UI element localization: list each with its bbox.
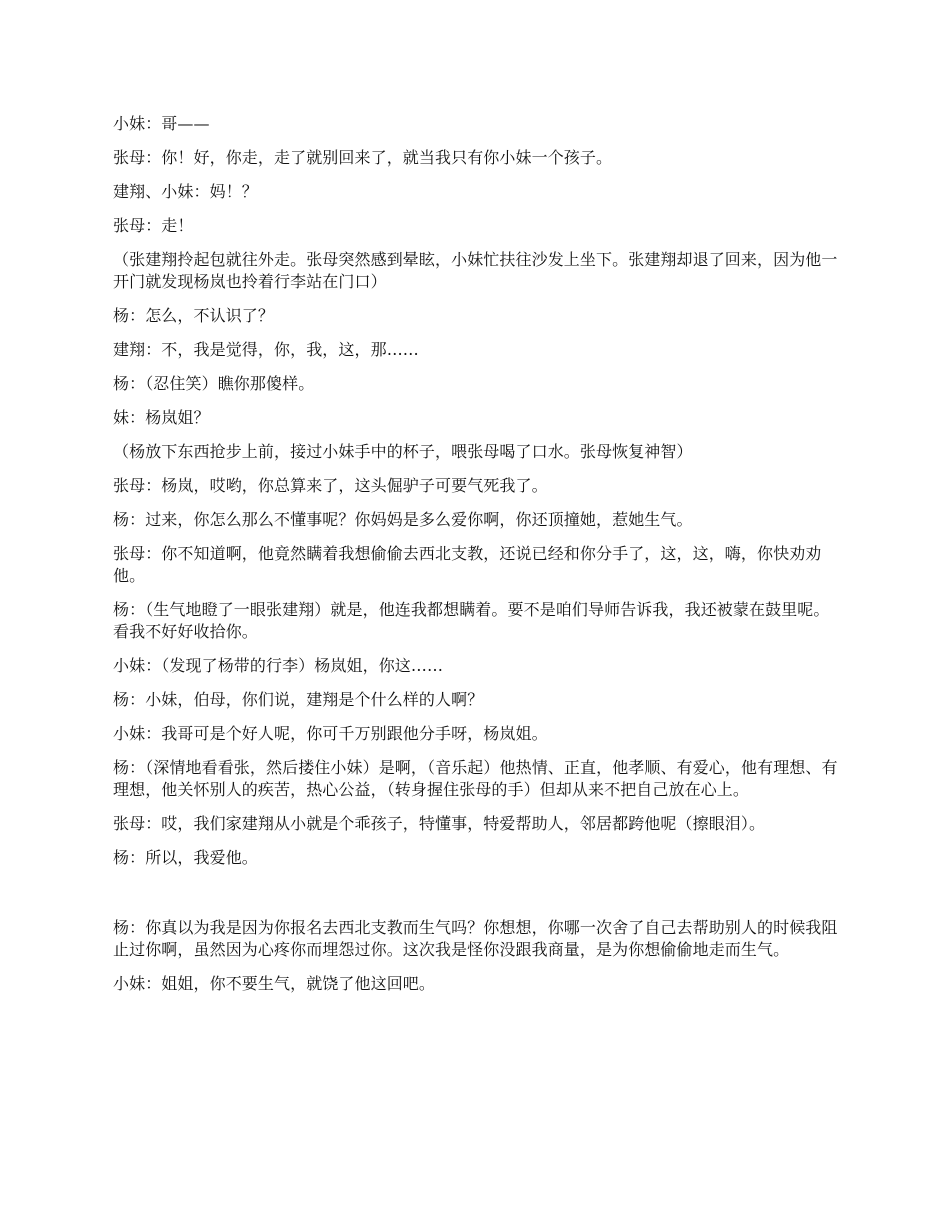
dialogue-line: 杨：怎么，不认识了？ [113, 306, 275, 325]
dialogue-line: 杨：（忍住笑）瞧你那傻样。 [113, 374, 315, 393]
dialogue-line: 妹：杨岚姐？ [113, 408, 210, 427]
dialogue-line: 小妹：姐姐，你不要生气，就饶了他这回吧。 [113, 974, 436, 993]
dialogue-line: 小妹：哥—— [113, 114, 210, 133]
script-page [113, 113, 838, 1007]
dialogue-line: 杨：所以，我爱他。 [113, 848, 258, 867]
section-gap [113, 881, 838, 917]
dialogue-line: 张母：你不知道啊，他竟然瞒着我想偷偷去西北支教，还说已经和你分手了，这，这，嗨，你快劝劝他。 [113, 544, 822, 585]
dialogue-line: 杨：过来，你怎么那么不懂事呢？你妈妈是多么爱你啊，你还顶撞她，惹她生气。 [113, 510, 693, 529]
dialogue-line: 小妹：（发现了杨带的行李）杨岚姐，你这…… [113, 656, 444, 675]
stage-direction: （张建翔拎起包就往外走。张母突然感到晕眩，小妹忙扶往沙发上坐下。张建翔却退了回来，因为他一开门就发现杨岚也拎着行李站在门口） [113, 250, 838, 291]
dialogue-line: 建翔：不，我是觉得，你，我，这，那…… [113, 340, 419, 359]
dialogue-line: 张母：走！ [113, 216, 194, 235]
stage-direction: （杨放下东西抢步上前，接过小妹手中的杯子，喂张母喝了口水。张母恢复神智） [113, 442, 693, 461]
dialogue-line: 小妹：我哥可是个好人呢，你可千万别跟他分手呀，杨岚姐。 [113, 724, 548, 743]
dialogue-line: 杨：（生气地瞪了一眼张建翔）就是，他连我都想瞒着。要不是咱们导师告诉我，我还被蒙在鼓里呢。看我不好好收拾你。 [113, 600, 830, 641]
dialogue-line: 张母：杨岚，哎哟，你总算来了，这头倔驴子可要气死我了。 [113, 476, 548, 495]
dialogue-line: 杨：（深情地看看张，然后搂住小妹）是啊，（音乐起）他热情、正直，他孝顺、有爱心，他有理想、有理想，他关怀别人的疾苦，热心公益，（转身握住张母的手）但却从来不把自己放在心上。 [113, 758, 838, 799]
dialogue-line: 杨：小妹，伯母，你们说，建翔是个什么样的人啊？ [113, 690, 484, 709]
dialogue-line: 张母：哎，我们家建翔从小就是个乖孩子，特懂事，特爱帮助人，邻居都跨他呢（擦眼泪）。 [113, 814, 766, 833]
dialogue-line: 建翔、小妹：妈！？ [113, 182, 258, 201]
dialogue-line: 杨：你真以为我是因为你报名去西北支教而生气吗？你想想，你哪一次舍了自己去帮助别人的时候我阻止过你啊，虽然因为心疼你而埋怨过你。这次我是怪你没跟我商量，是为你想偷偷地走而生气。 [113, 918, 838, 959]
dialogue-line: 张母：你！好，你走，走了就别回来了，就当我只有你小妹一个孩子。 [113, 148, 613, 167]
